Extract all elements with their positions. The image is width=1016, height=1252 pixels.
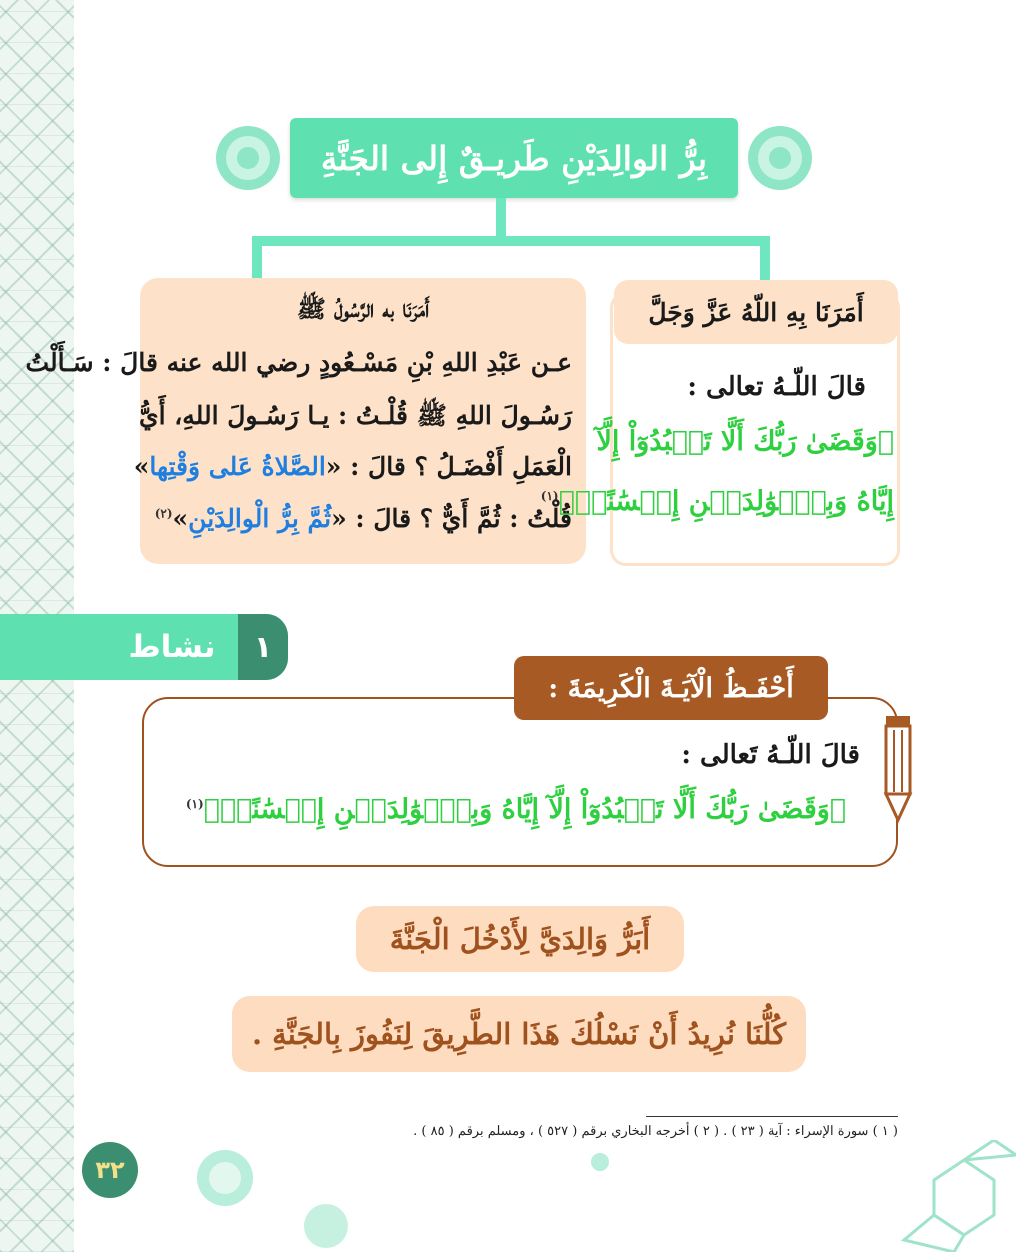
rosette-footer-2-icon: [300, 1200, 352, 1252]
rosette-left-icon: [212, 122, 284, 194]
hadith-line-3-post: »: [133, 452, 150, 481]
dot-footer-icon: [588, 1150, 612, 1174]
activity-intro: قالَ اللّـهُ تَعالى :: [681, 740, 860, 770]
connector-left: [252, 236, 262, 282]
hadith-line-1: عـن عَبْدِ اللهِ بْنِ مَسْـعُودٍ رضي الله عنه قالَ : سَـأَلْتُ: [25, 348, 572, 377]
memorize-task: أَحْفَـظُ الْآيَـةَ الْكَرِيمَةَ :: [514, 656, 828, 720]
hadith-quote-2: ثُمَّ بِرُّ الْوالِدَيْنِ: [188, 504, 332, 533]
activity-verse-wrap: [186, 794, 846, 825]
connector-bar: [252, 236, 770, 246]
hadith-ref: (٢): [154, 506, 173, 521]
quran-verse-line-1: ﴿وَقَضَىٰ رَبُّكَ أَلَّا تَعۡبُدُوٓاْ إِلَّآ: [596, 426, 894, 457]
page-number: ٣٢: [82, 1142, 138, 1198]
quran-verse-line-2: إِيَّاهُ وَبِٱلۡوَٰلِدَيۡنِ إِحۡسَٰنًاۚ﴾: [558, 486, 894, 517]
hadith-line-4-pre: قُلْتُ : ثُمَّ أَيٌّ ؟ قالَ : «: [331, 504, 572, 533]
hadith-heading: أَمَرَنَا به الرَّسُولُ ﷺ: [296, 294, 430, 323]
quran-ref: (١): [540, 489, 559, 503]
hadith-card: [25, 278, 586, 564]
activity-number: ١: [238, 614, 288, 680]
corner-pattern-icon: [894, 1140, 1016, 1252]
memorize-box: [142, 697, 898, 867]
quran-heading: أَمَرَنَا بِهِ اللّهُ عَزَّ وَجَلَّ: [614, 280, 898, 344]
page-title: بِرُّ الوالِدَيْنِ طَريـقٌ إِلى الجَنَّةِ: [290, 118, 738, 198]
connector-right: [760, 236, 770, 282]
footnotes: ( ١ ) سورة الإسراء : آية ( ٢٣ ) . ( ٢ ) أخرجه البخاري برقم ( ٥٢٧ ) ، ومسلم برقم ( ٨٥ ) .: [413, 1124, 898, 1139]
hadith-line-3-pre: الْعَمَلِ أَفْضَـلُ ؟ قالَ : «: [325, 452, 572, 481]
activity-ref: (١): [185, 797, 204, 811]
hadith-quote-1: الصَّلاةُ عَلى وَقْتِها: [149, 452, 326, 481]
activity-label: نشاط: [128, 629, 216, 665]
hadith-line-4: [155, 504, 572, 533]
hadith-line-4-post: »: [172, 504, 189, 533]
hadith-line-2: رَسُـولَ اللهِ ﷺ قُلْـتُ : يـا رَسُـولَ اللهِ، أَيُّ: [139, 401, 572, 430]
footnote-rule: [646, 1116, 898, 1117]
pencil-icon: [880, 712, 916, 824]
pill-path-to-paradise: كُلُّنَا نُرِيدُ أَنْ نَسْلُكَ هَذَا الطَّرِيقَ لِنَفُوزَ بِالجَنَّةِ .: [232, 996, 806, 1072]
rosette-right-icon: [744, 122, 816, 194]
quran-verse-line-2-wrap: [541, 486, 894, 517]
quran-intro: قالَ اللّـهُ تعالى :: [687, 372, 866, 402]
activity-verse: ﴿وَقَضَىٰ رَبُّكَ أَلَّا تَعۡبُدُوٓاْ إِلَّآ إِيَّاهُ وَبِٱلۡوَٰلِدَيۡنِ إِحۡسَٰنًاۚ﴾: [203, 794, 846, 825]
rosette-footer-1-icon: [193, 1146, 257, 1210]
hadith-line-3: [134, 452, 572, 481]
pill-honor-parents: أَبَرُّ وَالِدَيَّ لِأَدْخُلَ الْجَنَّةَ: [356, 906, 684, 972]
